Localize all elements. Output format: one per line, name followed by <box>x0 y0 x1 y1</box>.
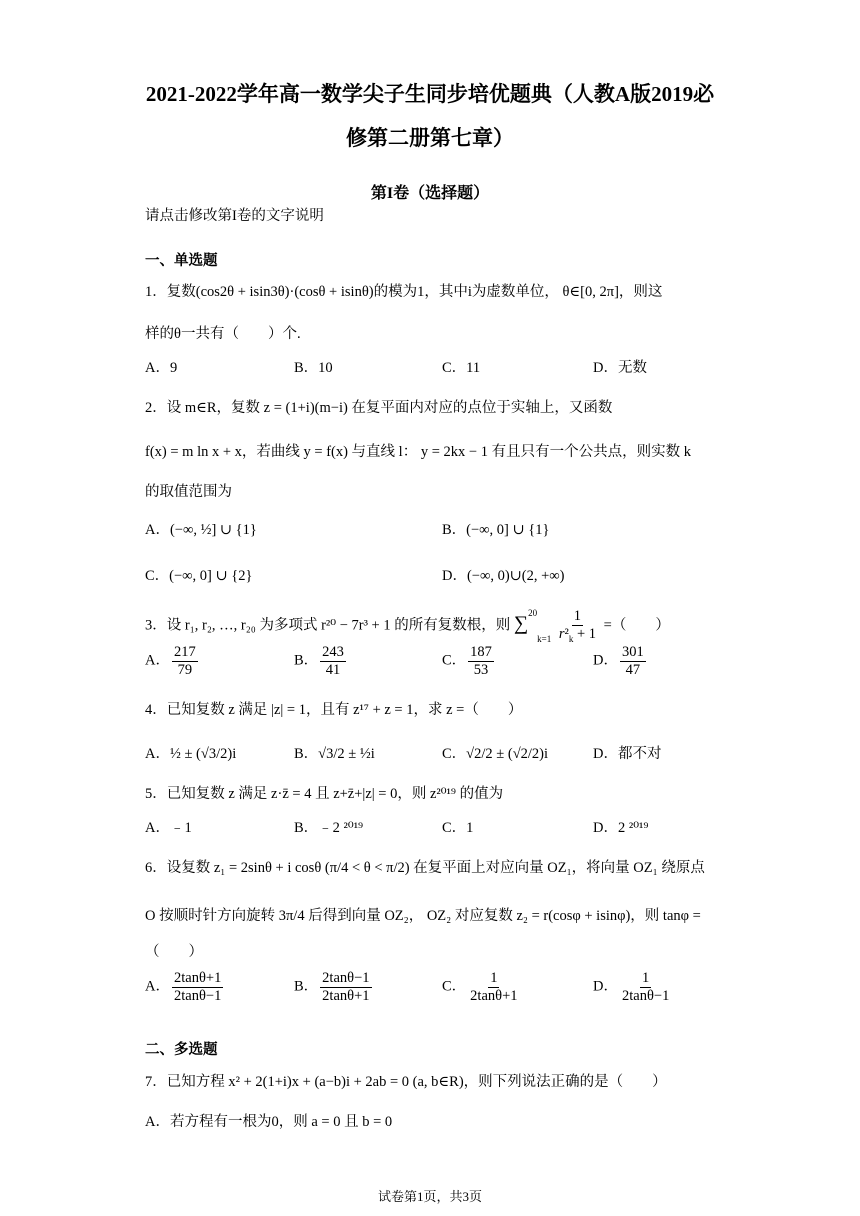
q3-tail: =（ ） <box>603 617 670 634</box>
q5-line: 5．已知复数 z 满足 z·z̄ = 4 且 z+z̄+|z| = 0，则 z²⁰¹⁹ 的值为 <box>145 786 504 802</box>
q5-option-b[interactable]: B．﹣2 ²⁰¹⁹ <box>294 820 364 836</box>
q3-line: 3．设 r₁, r₂, …, r₂₀ 为多项式 r²⁰ − 7r³ + 1 的所有复数根，则 ∑$^{20}$k=1 $\frac{1}{r^2_k + 1}$ =（ ） <box>145 608 670 644</box>
q3-option-b[interactable]: B． $\frac{243}{41}$ <box>294 644 344 678</box>
q1-line1: 1．复数(cos2θ + isin3θ)·(cosθ + isinθ)的模为1，其中i为虚数单位， θ∈[0, 2π]，则这 <box>145 284 663 300</box>
q3-text: 3．设 r₁, r₂, …, r₂₀ 为多项式 r²⁰ − 7r³ + 1 的所有复数根，则 <box>145 617 511 634</box>
q3-fraction: $\frac{1}{r^2_k + 1}$ <box>558 608 597 644</box>
q6-option-b[interactable]: B． $\frac{2\tan\theta-1}{2\tan\theta+1}$ <box>294 970 370 1004</box>
q4-option-a[interactable]: A．½ ± (√3/2)i <box>145 746 237 762</box>
q3-option-c[interactable]: C． $\frac{187}{53}$ <box>442 644 492 678</box>
q2-option-c[interactable]: C．(−∞, 0] ∪ {2} <box>145 568 253 584</box>
q4-option-c[interactable]: C．√2/2 ± (√2/2)i <box>442 746 549 762</box>
q5-option-c[interactable]: C．1 <box>442 820 474 836</box>
q2-option-b[interactable]: B．(−∞, 0] ∪ {1} <box>442 522 550 538</box>
q1-option-b[interactable]: B．10 <box>294 360 333 376</box>
q5-option-a[interactable]: A．﹣1 <box>145 820 192 836</box>
q1-option-c[interactable]: C．11 <box>442 360 481 376</box>
section-note: 请点击修改第I卷的文字说明 <box>145 208 324 224</box>
q6-line1: 6．设复数 z₁ = 2sinθ + i cosθ (π/4 < θ < π/2) 在复平面上对应向量 OZ₁，将向量 OZ₁ 绕原点 <box>145 860 705 876</box>
q2-option-a[interactable]: A．(−∞, ½] ∪ {1} <box>145 522 257 538</box>
section-title: 第I卷（选择题） <box>370 185 490 202</box>
q7-option-a[interactable]: A．若方程有一根为0，则 a = 0 且 b = 0 <box>145 1114 393 1130</box>
q5-option-d[interactable]: D．2 ²⁰¹⁹ <box>593 820 649 836</box>
q2-line3: 的取值范围为 <box>145 484 232 500</box>
doc-title-line2: 修第二册第七章） <box>346 126 514 150</box>
q4-option-d[interactable]: D．都不对 <box>593 746 662 762</box>
page-footer: 试卷第1页，共3页 <box>377 1189 482 1204</box>
q6-option-a[interactable]: A． $\frac{2\tan\theta+1}{2\tan\theta-1}$ <box>145 970 222 1004</box>
doc-title-line1: 2021-2022学年高一数学尖子生同步培优题典（人教A版2019必 <box>145 82 715 106</box>
part2-heading: 二、多选题 <box>145 1042 218 1058</box>
q6-option-d[interactable]: D． $\frac{1}{2\tan\theta-1}$ <box>593 970 670 1004</box>
q2-line2: f(x) = m ln x + x，若曲线 y = f(x) 与直线 l： y = 2kx − 1 有且只有一个公共点，则实数 k <box>145 444 691 460</box>
part1-heading: 一、单选题 <box>145 253 218 269</box>
q3-sum-symbol: ∑ <box>513 612 529 635</box>
q4-line: 4．已知复数 z 满足 |z| = 1，且有 z¹⁷ + z = 1，求 z =（ ） <box>145 702 523 718</box>
q3-option-d[interactable]: D． $\frac{301}{47}$ <box>593 644 644 678</box>
q6-option-c[interactable]: C． $\frac{1}{2\tan\theta+1}$ <box>442 970 518 1004</box>
q2-line1: 2．设 m∈R，复数 z = (1+i)(m−i) 在复平面内对应的点位于实轴上，又函数 <box>145 400 613 416</box>
q3-option-a[interactable]: A． $\frac{217}{79}$ <box>145 644 196 678</box>
q6-line3: （ ） <box>145 944 203 960</box>
q1-line2: 样的θ一共有（ ）个. <box>145 326 301 342</box>
q4-option-b[interactable]: B．√3/2 ± ½i <box>294 746 375 762</box>
q1-option-d[interactable]: D．无数 <box>593 360 647 376</box>
q1-option-a[interactable]: A．9 <box>145 360 178 376</box>
q6-line2: O 按顺时针方向旋转 3π/4 后得到向量 OZ₂， OZ₂ 对应复数 z₂ = r(cosφ + isinφ)，则 tanφ = <box>145 908 701 924</box>
q7-line: 7．已知方程 x² + 2(1+i)x + (a−b)i + 2ab = 0 (a, b∈R)，则下列说法正确的是（ ） <box>145 1074 667 1090</box>
q2-option-d[interactable]: D．(−∞, 0)∪(2, +∞) <box>442 568 565 584</box>
